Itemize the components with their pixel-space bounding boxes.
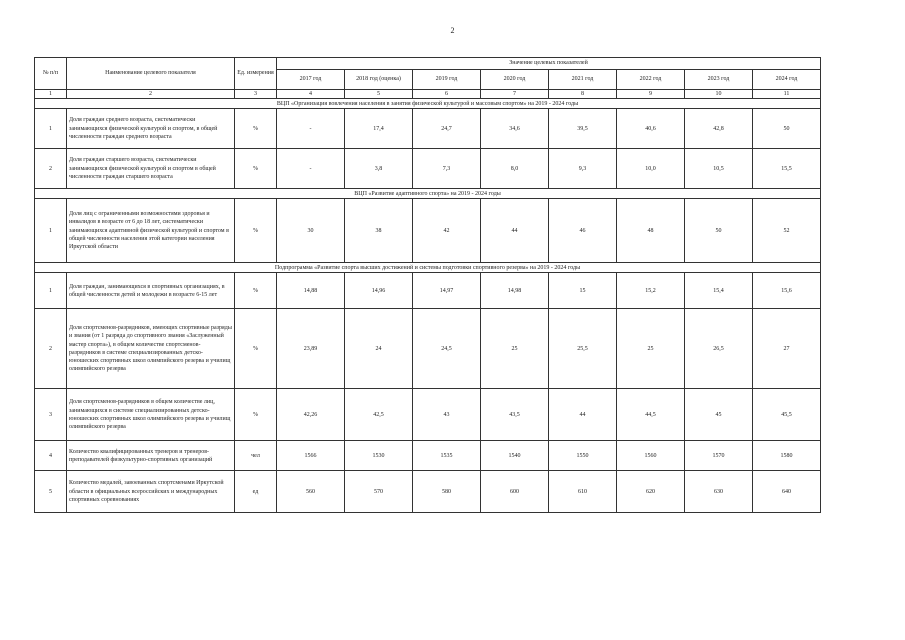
- value-cell: 24,5: [413, 309, 481, 389]
- header-year: 2024 год: [753, 70, 821, 90]
- value-cell: 43,5: [481, 389, 549, 441]
- unit-cell: %: [235, 273, 277, 309]
- indicator-name: Доля граждан, занимающихся в спортивных организациях, в общей численности детей и молодежи в возрасте 6-15 лет: [67, 273, 235, 309]
- table-row: [35, 149, 821, 189]
- unit-cell: %: [235, 149, 277, 189]
- value-cell: 34,6: [481, 109, 549, 149]
- value-cell: 1550: [549, 441, 617, 471]
- indicator-name: Доля лиц с ограниченными возможностями здоровья и инвалидов в возрасте от 6 до 18 лет, систематически занимающихся адаптивной физической культурой и спортом в общей численности населения этой категории населения Иркутской области: [67, 199, 235, 263]
- unit-cell: чел: [235, 441, 277, 471]
- table-row: [35, 199, 821, 263]
- value-cell: 44: [481, 199, 549, 263]
- indicator-name: Доля граждан старшего возраста, систематически занимающихся физической культурой и спортом в общей численности граждан старшего возраста: [67, 149, 235, 189]
- section-header-row: [35, 263, 821, 273]
- value-cell: 25,5: [549, 309, 617, 389]
- value-cell: 42,5: [345, 389, 413, 441]
- column-number: 5: [345, 90, 413, 99]
- value-cell: 30: [277, 199, 345, 263]
- column-number: 2: [67, 90, 235, 99]
- value-cell: 600: [481, 471, 549, 513]
- table-row: [35, 273, 821, 309]
- value-cell: 14,88: [277, 273, 345, 309]
- value-cell: 640: [753, 471, 821, 513]
- value-cell: 1566: [277, 441, 345, 471]
- value-cell: 15,5: [753, 149, 821, 189]
- unit-cell: %: [235, 109, 277, 149]
- column-number: 10: [685, 90, 753, 99]
- column-number: 9: [617, 90, 685, 99]
- value-cell: -: [277, 109, 345, 149]
- value-cell: 27: [753, 309, 821, 389]
- value-cell: 8,0: [481, 149, 549, 189]
- value-cell: 14,96: [345, 273, 413, 309]
- value-cell: 15,2: [617, 273, 685, 309]
- value-cell: 48: [617, 199, 685, 263]
- value-cell: 40,6: [617, 109, 685, 149]
- section-header-row: [35, 99, 821, 109]
- header-year: 2022 год: [617, 70, 685, 90]
- header-year: 2019 год: [413, 70, 481, 90]
- value-cell: 610: [549, 471, 617, 513]
- header-name: Наименование целевого показателя: [67, 58, 235, 90]
- value-cell: 10,0: [617, 149, 685, 189]
- page-number: 2: [450, 26, 455, 35]
- value-cell: 39,5: [549, 109, 617, 149]
- value-cell: 42,26: [277, 389, 345, 441]
- header-year: 2023 год: [685, 70, 753, 90]
- value-cell: 17,4: [345, 109, 413, 149]
- column-number: 4: [277, 90, 345, 99]
- section-title: ВЦП «Развитие адаптивного спорта» на 2019 - 2024 годы: [35, 189, 821, 199]
- value-cell: 1535: [413, 441, 481, 471]
- value-cell: 25: [617, 309, 685, 389]
- value-cell: 46: [549, 199, 617, 263]
- value-cell: 1530: [345, 441, 413, 471]
- table-row: [35, 309, 821, 389]
- table-row: [35, 471, 821, 513]
- row-number: 5: [35, 471, 67, 513]
- value-cell: 10,5: [685, 149, 753, 189]
- header-year: 2021 год: [549, 70, 617, 90]
- value-cell: 24,7: [413, 109, 481, 149]
- value-cell: 1580: [753, 441, 821, 471]
- row-number: 1: [35, 109, 67, 149]
- value-cell: 580: [413, 471, 481, 513]
- section-title: ВЦП «Организация вовлечения населения в занятия физической культурой и массовым спортом» на 2019 - 2024 годы: [35, 99, 821, 109]
- section-header-row: [35, 189, 821, 199]
- value-cell: 620: [617, 471, 685, 513]
- value-cell: 15,4: [685, 273, 753, 309]
- column-number: 7: [481, 90, 549, 99]
- value-cell: 43: [413, 389, 481, 441]
- value-cell: 25: [481, 309, 549, 389]
- row-number: 1: [35, 273, 67, 309]
- value-cell: 24: [345, 309, 413, 389]
- value-cell: -: [277, 149, 345, 189]
- row-number: 2: [35, 149, 67, 189]
- value-cell: 1560: [617, 441, 685, 471]
- value-cell: 42,8: [685, 109, 753, 149]
- column-number: 3: [235, 90, 277, 99]
- indicator-name: Доля граждан среднего возраста, систематически занимающихся физической культурой и спортом, в общей численности граждан среднего возраста: [67, 109, 235, 149]
- section-title: Подпрограмма «Развитие спорта высших достижений и системы подготовки спортивного резерва» на 2019 - 2024 годы: [35, 263, 821, 273]
- header-year: 2020 год: [481, 70, 549, 90]
- header-year: 2018 год (оценка): [345, 70, 413, 90]
- value-cell: 3,8: [345, 149, 413, 189]
- indicator-name: Доля спортсменов-разрядников, имеющих спортивные разряды и звания (от 1 разряда до спортивного звания «Заслуженный мастер спорта»), в общем количестве спортсменов-разрядников в системе специализированных детско-юношеских спортивных школ олимпийского резерва и училищ олимпийского резерва: [67, 309, 235, 389]
- value-cell: 630: [685, 471, 753, 513]
- value-cell: 560: [277, 471, 345, 513]
- value-cell: 14,98: [481, 273, 549, 309]
- value-cell: 52: [753, 199, 821, 263]
- value-cell: 14,97: [413, 273, 481, 309]
- row-number: 4: [35, 441, 67, 471]
- column-number: 1: [35, 90, 67, 99]
- row-number: 2: [35, 309, 67, 389]
- indicator-name: Количество медалей, завоеванных спортсменами Иркутской области в официальных всероссийских и международных спортивных соревнованиях: [67, 471, 235, 513]
- column-number: 6: [413, 90, 481, 99]
- value-cell: 45,5: [753, 389, 821, 441]
- unit-cell: %: [235, 199, 277, 263]
- unit-cell: ед: [235, 471, 277, 513]
- table-row: [35, 441, 821, 471]
- value-cell: 1540: [481, 441, 549, 471]
- value-cell: 38: [345, 199, 413, 263]
- value-cell: 1570: [685, 441, 753, 471]
- table-row: [35, 109, 821, 149]
- value-cell: 44: [549, 389, 617, 441]
- value-cell: 15: [549, 273, 617, 309]
- value-cell: 45: [685, 389, 753, 441]
- value-cell: 15,6: [753, 273, 821, 309]
- row-number: 3: [35, 389, 67, 441]
- unit-cell: %: [235, 389, 277, 441]
- value-cell: 23,89: [277, 309, 345, 389]
- indicator-name: Доля спортсменов-разрядников в общем количестве лиц, занимающихся в системе специализированных детско-юношеских спортивных школ олимпийского резерва и училищ олимпийского резерва: [67, 389, 235, 441]
- column-number: 8: [549, 90, 617, 99]
- header-year: 2017 год: [277, 70, 345, 90]
- value-cell: 44,5: [617, 389, 685, 441]
- value-cell: 26,5: [685, 309, 753, 389]
- value-cell: 50: [685, 199, 753, 263]
- table-row: [35, 389, 821, 441]
- header-num: № п/п: [35, 58, 67, 90]
- value-cell: 9,3: [549, 149, 617, 189]
- indicator-name: Количество квалифицированных тренеров и тренеров-преподавателей физкультурно-спортивных организаций: [67, 441, 235, 471]
- unit-cell: %: [235, 309, 277, 389]
- column-number: 11: [753, 90, 821, 99]
- value-cell: 50: [753, 109, 821, 149]
- header-unit: Ед. измерения: [235, 58, 277, 90]
- row-number: 1: [35, 199, 67, 263]
- value-cell: 42: [413, 199, 481, 263]
- value-cell: 7,3: [413, 149, 481, 189]
- header-values: Значение целевых показателей: [277, 58, 821, 70]
- value-cell: 570: [345, 471, 413, 513]
- target-indicators-table: [34, 57, 821, 513]
